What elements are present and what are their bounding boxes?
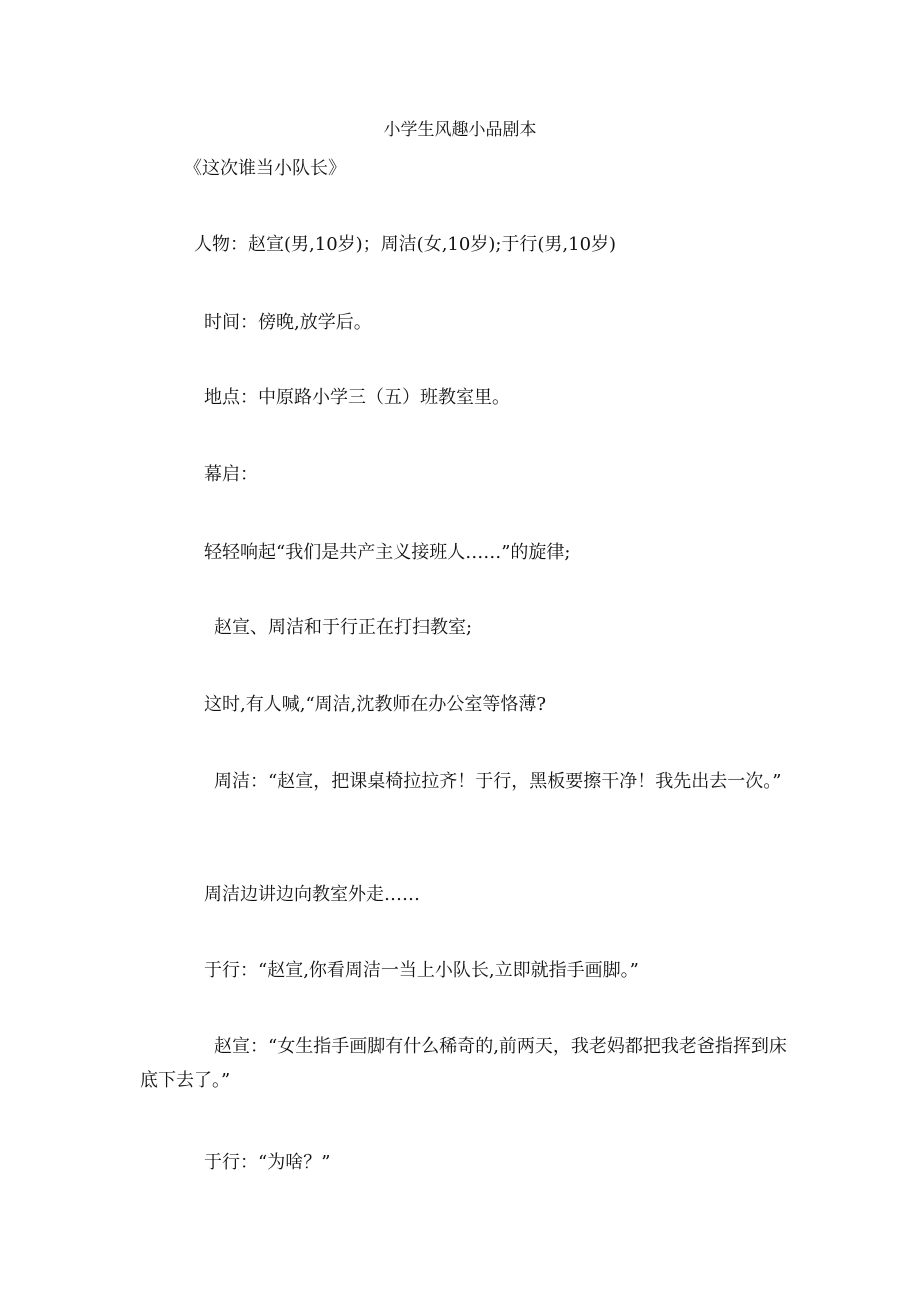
play-name: 《这次谁当小队长》 [184, 158, 346, 179]
curtain-line: 幕启： [204, 464, 258, 485]
zhaoxuan-dialogue: 赵宣：“女生指手画脚有什么稀奇的,前两天，我老妈都把我老爸指挥到床底下去了。” [140, 1036, 787, 1091]
yuxing-dialogue-2: 于行：“为啥？” [204, 1152, 331, 1173]
place-line: 地点：中原路小学三（五）班教室里。 [204, 387, 510, 408]
time-line: 时间：傍晚,放学后。 [204, 312, 372, 333]
document-title: 小学生风趣小品剧本 [383, 120, 537, 140]
zhoujie-action-line: 周洁边讲边向教室外走…… [204, 884, 420, 905]
zhoujie-dialogue: 周洁：“赵宣，把课桌椅拉拉齐！于行，黑板要擦干净！我先出去一次。” [214, 771, 782, 792]
scene-line: 赵宣、周洁和于行正在打扫教室; [214, 617, 473, 638]
characters-line: 人物：赵宣(男,10岁)；周洁(女,10岁);于行(男,10岁) [194, 234, 617, 255]
call-line: 这时,有人喊,“周洁,沈教师在办公室等恪薄? [204, 694, 547, 715]
music-line: 轻轻响起“我们是共产主义接班人……”的旋律; [204, 542, 571, 563]
yuxing-dialogue-1: 于行：“赵宣,你看周洁一当上小队长,立即就指手画脚。” [204, 960, 639, 981]
